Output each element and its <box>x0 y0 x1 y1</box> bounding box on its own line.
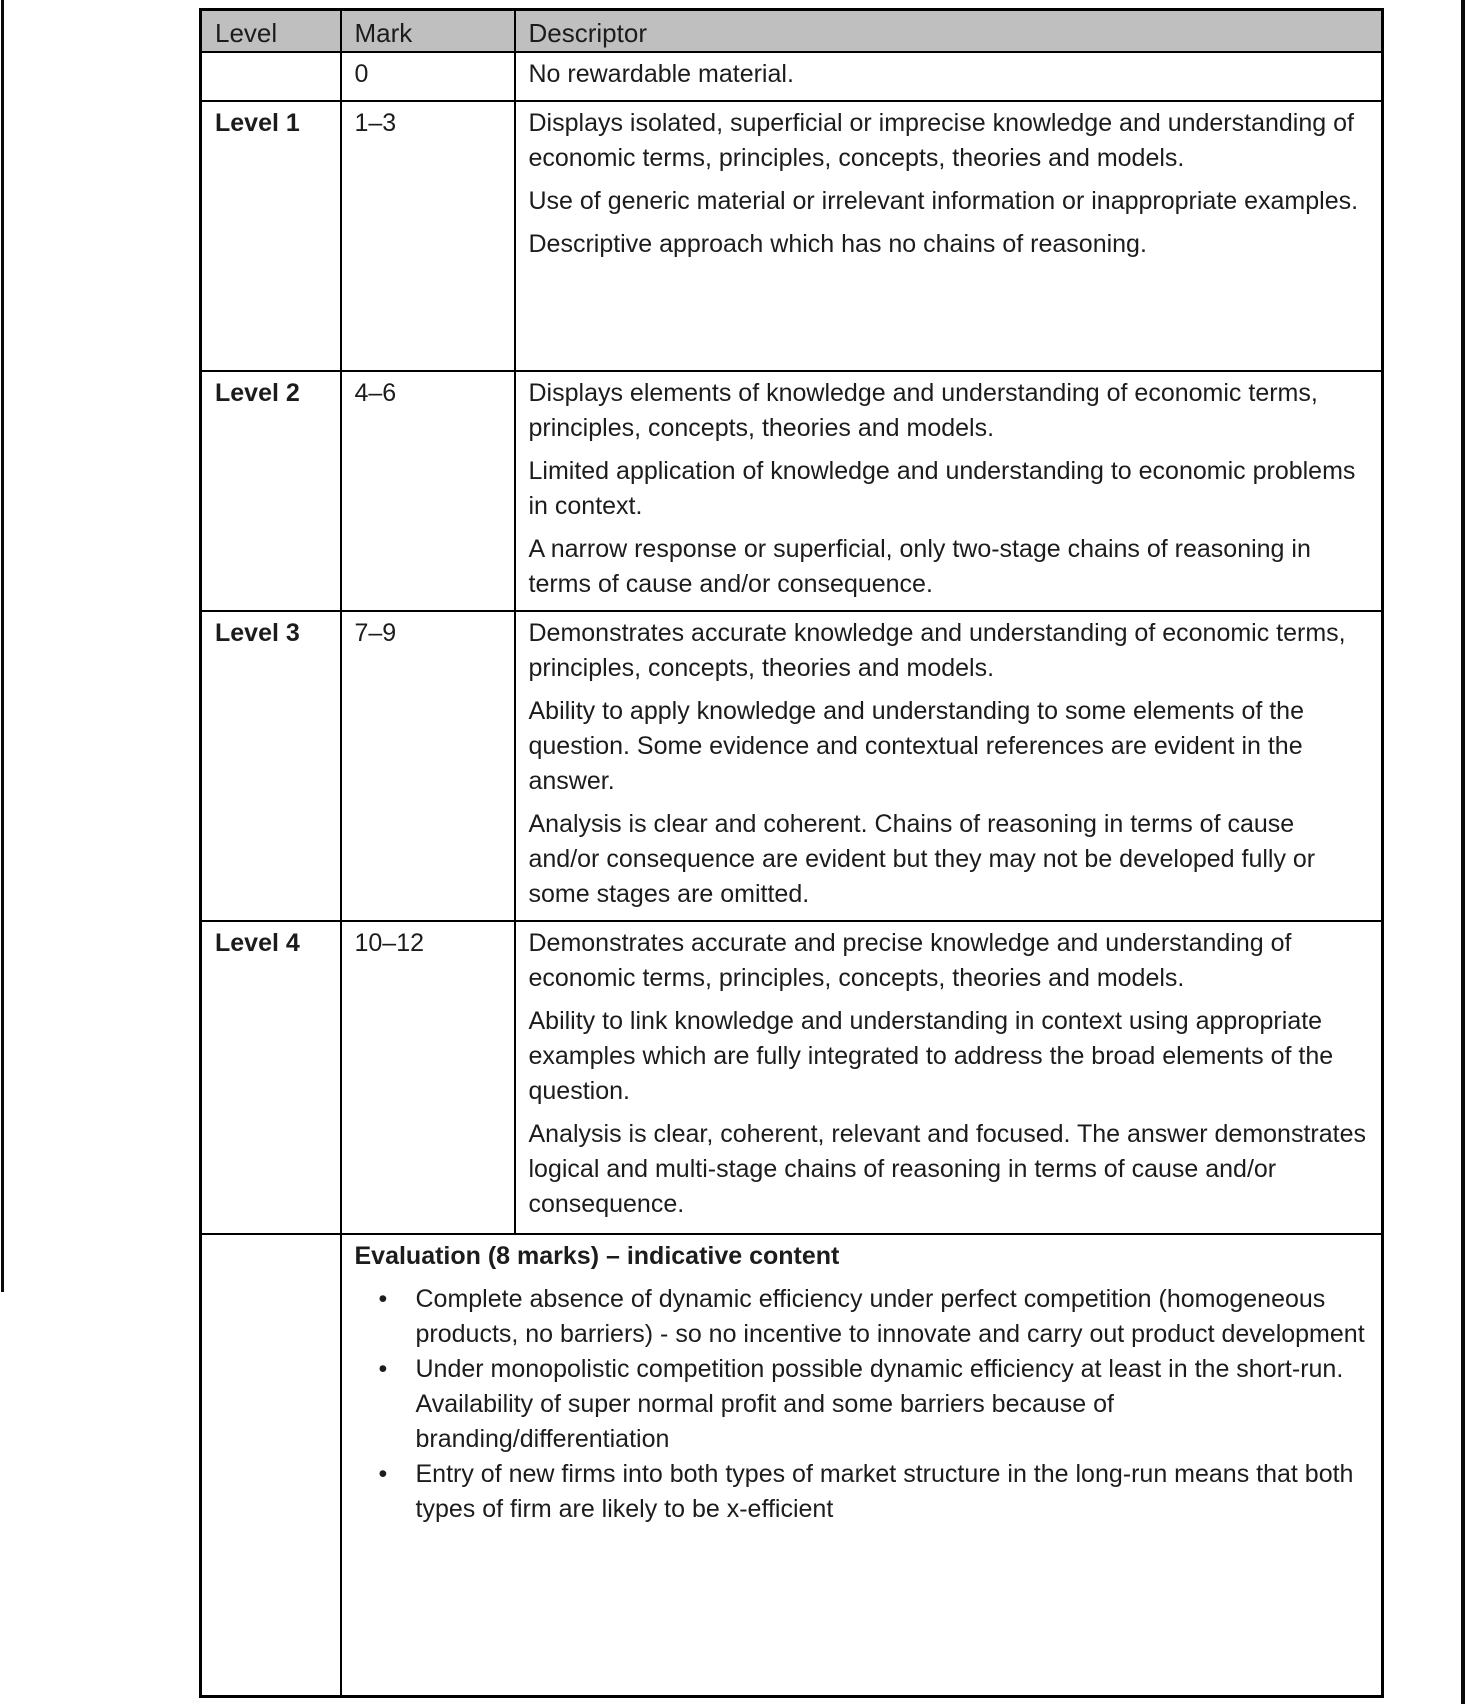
level-cell: Level 3 <box>201 611 341 921</box>
evaluation-bullet <box>355 1352 1370 1457</box>
level-cell-empty <box>201 1234 341 1696</box>
bullet-icon: • <box>378 1355 388 1383</box>
evaluation-cell <box>341 1234 1383 1696</box>
descriptor-paragraph: Analysis is clear, coherent, relevant and focused. The answer demonstrates logical and multi-stage chains of reasoning in terms of cause and/or consequence. <box>528 1120 1366 1218</box>
table-row-zero <box>201 52 1383 101</box>
evaluation-bullet-text: Entry of new firms into both types of market structure in the long-run means that both types of firm are likely to be x-efficient <box>415 1460 1354 1523</box>
evaluation-bullet-text: Under monopolistic competition possible dynamic efficiency at least in the short-run. Availability of super normal profit and some barriers because of branding/differentiation <box>415 1355 1344 1453</box>
descriptor-paragraph: Descriptive approach which has no chains of reasoning. <box>528 230 1147 258</box>
table-row-level-3 <box>201 611 1383 921</box>
header-descriptor: Descriptor <box>515 10 1383 53</box>
descriptor-paragraph: A narrow response or superficial, only two-stage chains of reasoning in terms of cause and/or consequence. <box>528 535 1311 598</box>
descriptor-paragraph: No rewardable material. <box>528 60 794 88</box>
mark-cell: 0 <box>341 52 515 101</box>
descriptor-paragraph: Ability to apply knowledge and understanding to some elements of the question. Some evidence and contextual references are evident in the answer. <box>528 697 1304 795</box>
descriptor-paragraph: Ability to link knowledge and understanding in context using appropriate examples which are fully integrated to address the broad elements of the question. <box>528 1007 1334 1105</box>
level-cell: Level 1 <box>201 101 341 371</box>
table-row-evaluation <box>201 1234 1383 1696</box>
descriptor-paragraph: Analysis is clear and coherent. Chains of reasoning in terms of cause and/or consequence are evident but they may not be developed fully or some stages are omitted. <box>528 810 1316 908</box>
evaluation-bullet <box>355 1282 1370 1352</box>
evaluation-heading: Evaluation (8 marks) – indicative content <box>354 1242 840 1270</box>
descriptor-paragraph: Use of generic material or irrelevant information or inappropriate examples. <box>528 187 1359 215</box>
mark-cell: 1–3 <box>341 101 515 371</box>
mark-cell: 10–12 <box>341 921 515 1234</box>
evaluation-bullet <box>355 1457 1370 1527</box>
header-level: Level <box>201 10 341 53</box>
bullet-icon: • <box>378 1460 388 1488</box>
evaluation-bullet-text: Complete absence of dynamic efficiency under perfect competition (homogeneous products, no barriers) - so no incentive to innovate and carry out product development <box>415 1285 1365 1348</box>
table-row-level-1 <box>201 101 1383 371</box>
descriptor-cell <box>515 101 1383 371</box>
table-header-row <box>201 10 1383 53</box>
mark-cell: 4–6 <box>341 371 515 611</box>
page-outer-border-right <box>1461 0 1465 1704</box>
descriptor-cell <box>515 611 1383 921</box>
bullet-icon: • <box>378 1285 388 1313</box>
mark-scheme-table <box>199 8 1384 1698</box>
descriptor-cell <box>515 371 1383 611</box>
header-mark: Mark <box>341 10 515 53</box>
descriptor-paragraph: Displays elements of knowledge and understanding of economic terms, principles, concepts, theories and models. <box>528 379 1318 442</box>
level-cell: Level 4 <box>201 921 341 1234</box>
level-cell <box>201 52 341 101</box>
mark-cell: 7–9 <box>341 611 515 921</box>
table-row-level-2 <box>201 371 1383 611</box>
descriptor-paragraph: Demonstrates accurate knowledge and understanding of economic terms, principles, concepts, theories and models. <box>528 619 1346 682</box>
descriptor-cell <box>515 921 1383 1234</box>
table-row-level-4 <box>201 921 1383 1234</box>
descriptor-paragraph: Demonstrates accurate and precise knowledge and understanding of economic terms, principles, concepts, theories and models. <box>528 929 1292 992</box>
page-outer-border-left <box>1 0 4 1292</box>
descriptor-paragraph: Displays isolated, superficial or imprecise knowledge and understanding of economic terms, principles, concepts, theories and models. <box>528 109 1354 172</box>
descriptor-paragraph: Limited application of knowledge and understanding to economic problems in context. <box>528 457 1356 520</box>
descriptor-cell <box>515 52 1383 101</box>
level-cell: Level 2 <box>201 371 341 611</box>
